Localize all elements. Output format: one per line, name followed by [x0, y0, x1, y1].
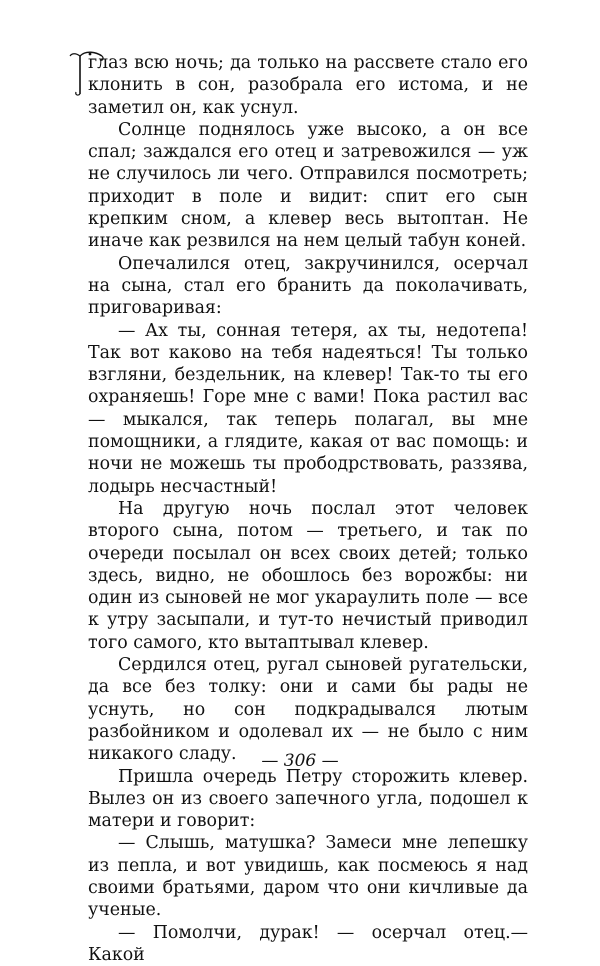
paragraph: Опечалился отец, закручинился, осерчал на сына, стал его бранить да поколачивать, приговаривая: — [88, 253, 528, 319]
paragraph: На другую ночь послал этот человек второго сына, потом — третьего, и так по очереди посылал он всех своих детей; только здесь, видно, не обошлось без ворожбы: ни один из сыновей не мог укараулить поле — все к утру засыпали, и тут-то нечистый приводил того самого, кто вытаптывал клевер. — [88, 498, 528, 653]
paragraph: глаз всю ночь; да только на рассвете стало его клонить в сон, разобрала его истома, и не заметил он, как уснул. — [88, 53, 528, 118]
paragraph: Пришла очередь Петру сторожить клевер. Вылез он из своего запечного угла, подошел к матери и говорит: — [88, 766, 528, 832]
body-text — [88, 52, 528, 966]
paragraph: Сердился отец, ругал сыновей ругательски, да все без толку: они и сами бы рады не уснуть, но сон подкрадывался лютым разбойником и одолевал их — не было с ним никакого сладу. — [88, 655, 528, 765]
paragraph: — Слышь, матушка? Замеси мне лепешку из пепла, и вот увидишь, как посмеюсь я над своими братьями, даром что они кичливые да ученые. — [88, 833, 528, 921]
paragraph: — Помолчи, дурак! — осерчал отец.— Какой — [88, 922, 528, 965]
paragraph: Солнце поднялось уже высоко, а он все спал; заждался его отец и затревожился — уж не случилось ли чего. Отправился посмотреть; приходит в поле и видит: спит его сын крепким сном, а клевер весь вытоптан. Не иначе как резвился на нем целый табун коней. — [88, 119, 528, 252]
paragraph: — Ах ты, сонная тетеря, ах ты, недотепа! Так вот каково на тебя надеяться! Ты только взгляни, бездельник, на клевер! Так-то ты его охраняешь! Горе мне с вами! Пока растил вас — мыкался, так теперь полагал, вы мне помощники, а глядите, какая от вас помощь: и ночи не можешь ты прободрствовать, раззява, лодырь несчастный! — [88, 320, 528, 497]
page-number: — 306 — — [261, 751, 339, 771]
